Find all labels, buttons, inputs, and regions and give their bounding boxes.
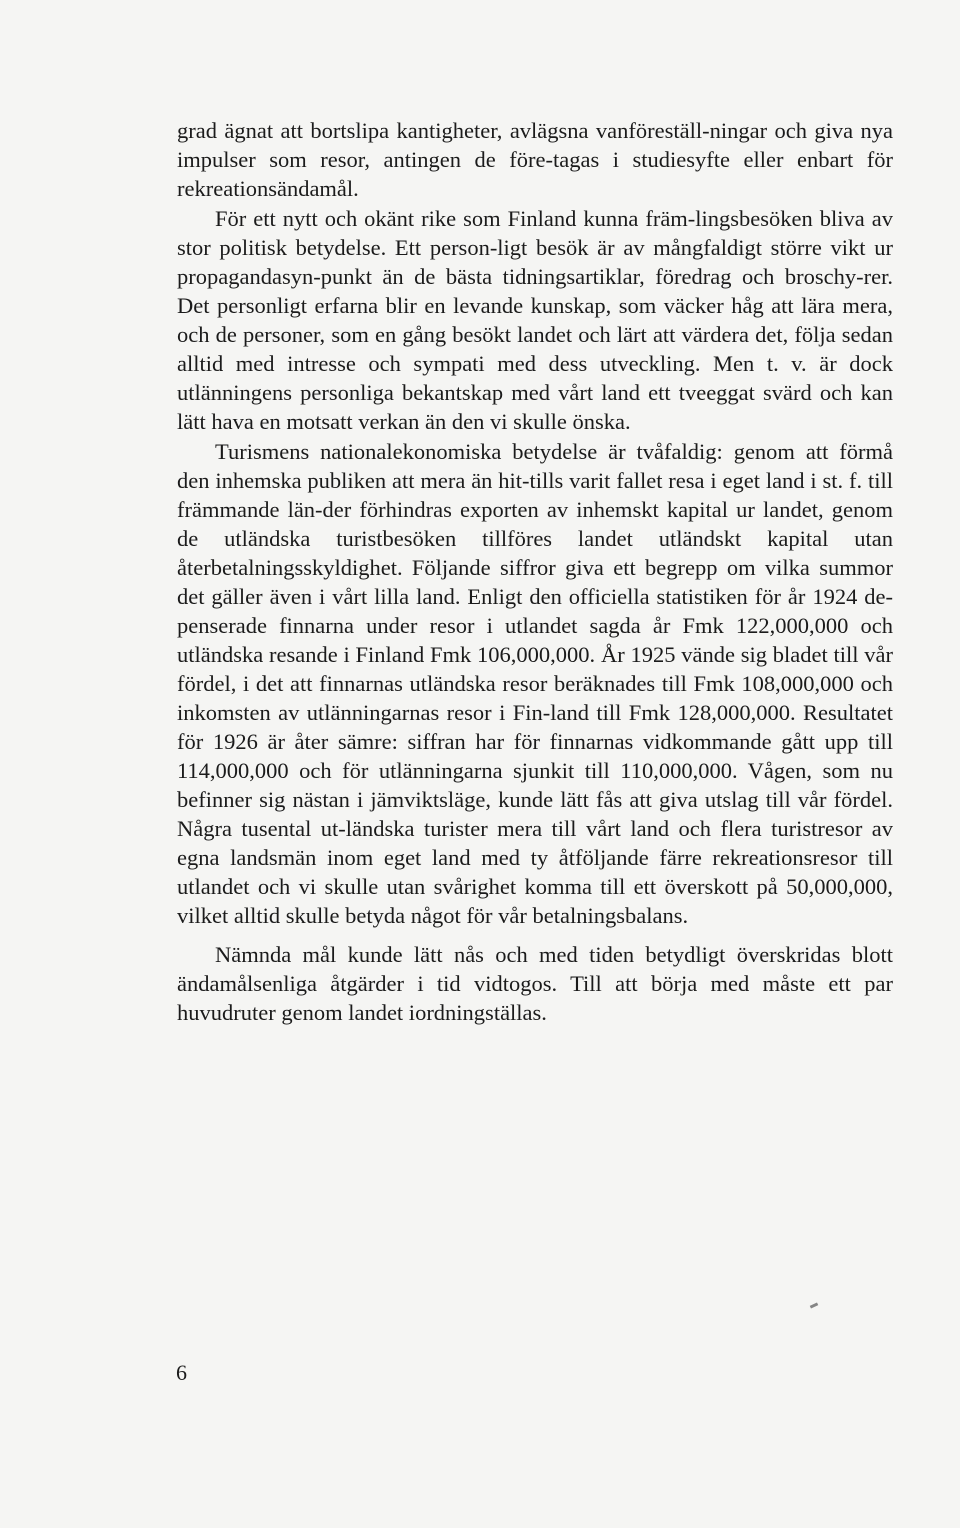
paragraph-tourism-economics: Turismens nationalekonomiska betydelse är tvåfaldig: genom att förmå den inhemska publiken att mera än hit-tills varit fallet resa i eget land i st. f. till främmande län-der förhindras exporten av inhemskt kapital ur landet, genom de utländska turistbesöken tillföres landet utländskt kapital utan återbetalningsskyldighet. Följande siffror giva ett begrepp om vilka summor det gäller även i vårt lilla land. Enligt den officiella statistiken för år 1924 de-penserade finnarna under resor i utlandet sagda år Fmk 122,000,000 och utländska resande i Finland Fmk 106,000,000. År 1925 vände sig bladet till vår fördel, i det att finnarnas utländska resor beräknades till Fmk 108,000,000 och inkomsten av utlänningarnas resor i Fin-land till Fmk 128,000,000. Resultatet för 1926 är åter sämre: siffran har för finnarnas vidkommande gått upp till 114,000,000 och för utlänningarna sjunkit till 110,000,000. Vågen, som nu befinner sig nästan i jämviktsläge, kunde lätt fås att giva utslag till vår fördel. Några tusental ut-ländska turister mera till vårt land och flera turistresor av egna landsmän inom eget land med ty åtföljande färre rekreationsresor till utlandet och vi skulle utan svårighet komma till ett överskott på 50,000,000, vilket alltid skulle betyda något för vår betalningsbalans. xyxy=(177,439,893,928)
paragraph-foreign-visits: För ett nytt och okänt rike som Finland kunna främ-lingsbesöken bliva av stor politisk betydelse. Ett person-ligt besök är av mångfaldigt större vikt ur propagandasyn-punkt än de bästa tidningsartiklar, föredrag och broschy-rer. Det personligt erfarna blir en levande kunskap, som väcker håg att lära mera, och de personer, som en gång besökt landet och lärt att värdera det, följa sedan alltid med intresse och sympati med dess utveckling. Men t. v. är dock utlänningens personliga bekantskap med vårt land ett tveeggat svärd och kan lätt hava en motsatt verkan än den vi skulle önska. xyxy=(177,206,893,434)
paragraph-conclusion: Nämnda mål kunde lätt nås och med tiden betydligt överskridas blott ändamålsenliga åtgärder i tid vidtogos. Till att börja med måste ett par huvudruter genom landet iordningställas. xyxy=(177,942,893,1025)
paragraph-continuation: grad ägnat att bortslipa kantigheter, avlägsna vanföreställ-ningar och giva nya impulser som resor, antingen de före-tagas i studiesyfte eller enbart för rekreationsändamål. xyxy=(177,118,893,201)
ink-mark xyxy=(810,1302,819,1308)
body-text xyxy=(177,116,893,1027)
page-number: 6 xyxy=(176,1360,187,1385)
